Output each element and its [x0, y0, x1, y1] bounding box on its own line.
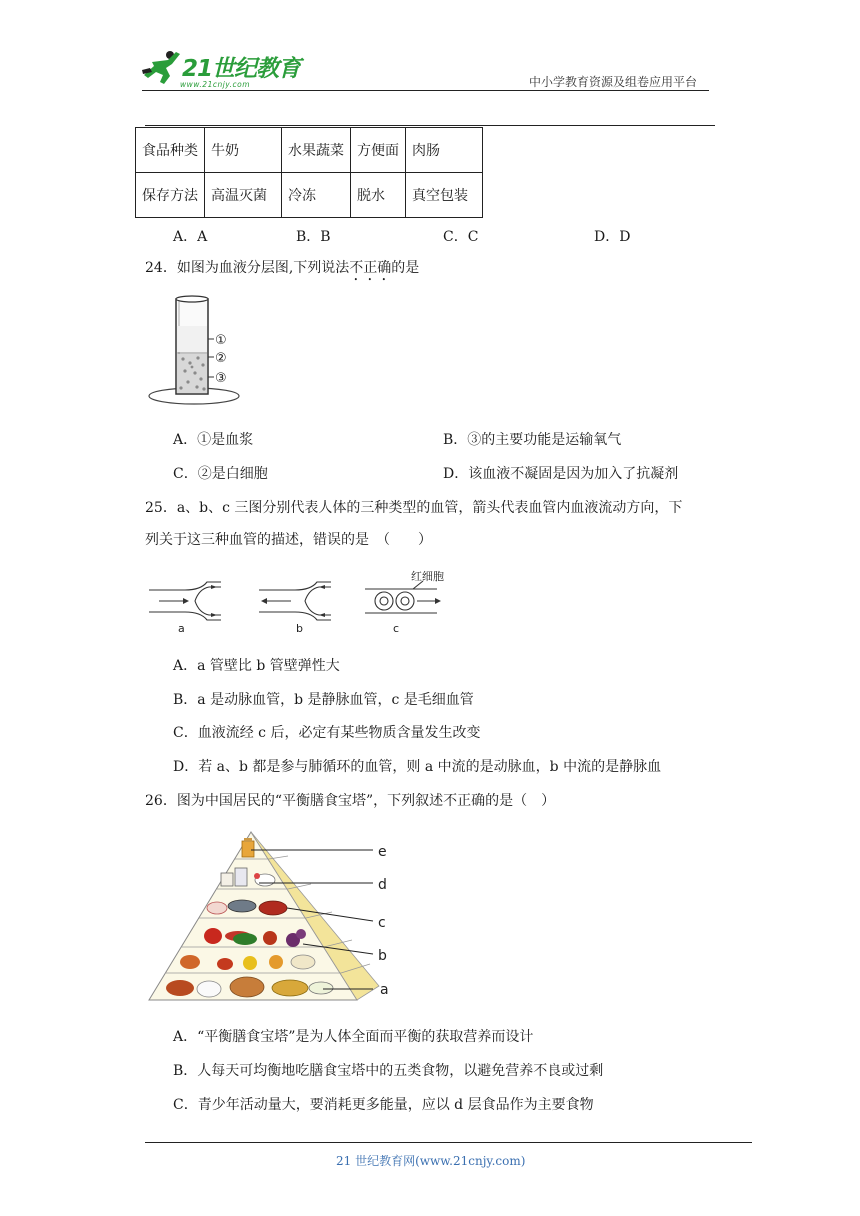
table-cell: 方便面 [351, 128, 406, 173]
food-pyramid-figure [143, 828, 403, 1008]
table-row [136, 128, 483, 173]
table-cell: 真空包装 [406, 173, 483, 218]
table-cell: 水果蔬菜 [282, 128, 351, 173]
q25-stem-line2: 列关于这三种血管的描述，错误的是 （ ） [145, 532, 432, 548]
top-rule [145, 125, 715, 126]
q24-option-d: D．该血液不凝固是因为加入了抗凝剂 [443, 466, 679, 482]
q24-option-c: C．②是白细胞 [173, 466, 268, 482]
q23-option-c: C．C [443, 229, 479, 245]
footer-rule [145, 1142, 752, 1143]
table-cell: 牛奶 [205, 128, 282, 173]
blood-vessels-figure [145, 568, 445, 636]
table-cell: 脱水 [351, 173, 406, 218]
footer-text: 21 世纪教育网(www.21cnjy.com) [336, 1154, 526, 1168]
vessel-label-a: a [178, 622, 185, 635]
q24-option-a: A．①是血浆 [173, 432, 254, 448]
pyramid-label-e: e [378, 844, 387, 860]
label-2: ② [215, 351, 227, 366]
table-cell: 冷冻 [282, 173, 351, 218]
q26-stem: 26．图为中国居民的“平衡膳食宝塔”，下列叙述不正确的是（ ） [145, 793, 556, 809]
logo-text: 21世纪教育 [182, 56, 301, 82]
pyramid-label-b: b [378, 948, 387, 964]
q26-option-a: A．“平衡膳食宝塔”是为人体全面而平衡的获取营养而设计 [173, 1029, 534, 1045]
table-cell: 食品种类 [136, 128, 205, 173]
blood-layers-figure [148, 293, 248, 411]
q24-stem-b: 的是 [391, 260, 420, 276]
header-rule [142, 90, 709, 91]
q23-option-a: A．A [173, 229, 208, 245]
q25-stem-line1: 25．a、b、c 三图分别代表人体的三种类型的血管，箭头代表血管内血液流动方向，下 [145, 500, 683, 516]
table-row [136, 173, 483, 218]
rbc-label: 红细胞 [411, 570, 444, 583]
platform-name: 中小学教育资源及组卷应用平台 [529, 75, 698, 89]
q24-stem-a: 24．如图为血液分层图,下列说法 [145, 260, 350, 276]
q24-option-b: B．③的主要功能是运输氧气 [443, 432, 622, 448]
q25-option-b: B．a 是动脉血管，b 是静脉血管，c 是毛细血管 [173, 692, 474, 708]
pyramid-label-d: d [378, 877, 387, 893]
logo-url: www.21cnjy.com [180, 80, 251, 89]
runner-logo-icon [140, 48, 184, 88]
vessel-label-c: c [393, 622, 400, 635]
q25-option-c: C．血液流经 c 后，必定有某些物质含量发生改变 [173, 725, 481, 741]
pyramid-label-a: a [380, 982, 389, 998]
table-cell: 肉肠 [406, 128, 483, 173]
q26-option-b: B．人每天可均衡地吃膳食宝塔中的五类食物，以避免营养不良或过剩 [173, 1063, 604, 1079]
food-preservation-table [135, 127, 483, 218]
label-3: ③ [215, 371, 227, 386]
q25-option-a: A．a 管壁比 b 管壁弹性大 [173, 658, 340, 674]
pyramid-label-c: c [378, 915, 386, 931]
vessel-label-b: b [296, 622, 303, 635]
site-logo [140, 48, 310, 92]
table-cell: 高温灭菌 [205, 173, 282, 218]
q25-option-d: D．若 a、b 都是参与肺循环的血管，则 a 中流的是动脉血，b 中流的是静脉血 [173, 759, 662, 775]
q23-option-b: B．B [296, 229, 331, 245]
q24-stem-emphasis: 不正确 [349, 260, 392, 276]
label-1: ① [215, 333, 227, 348]
q26-option-c: C．青少年活动量大，要消耗更多能量，应以 d 层食品作为主要食物 [173, 1097, 594, 1113]
q23-option-d: D．D [594, 229, 631, 245]
table-cell: 保存方法 [136, 173, 205, 218]
q24-stem [145, 259, 419, 284]
